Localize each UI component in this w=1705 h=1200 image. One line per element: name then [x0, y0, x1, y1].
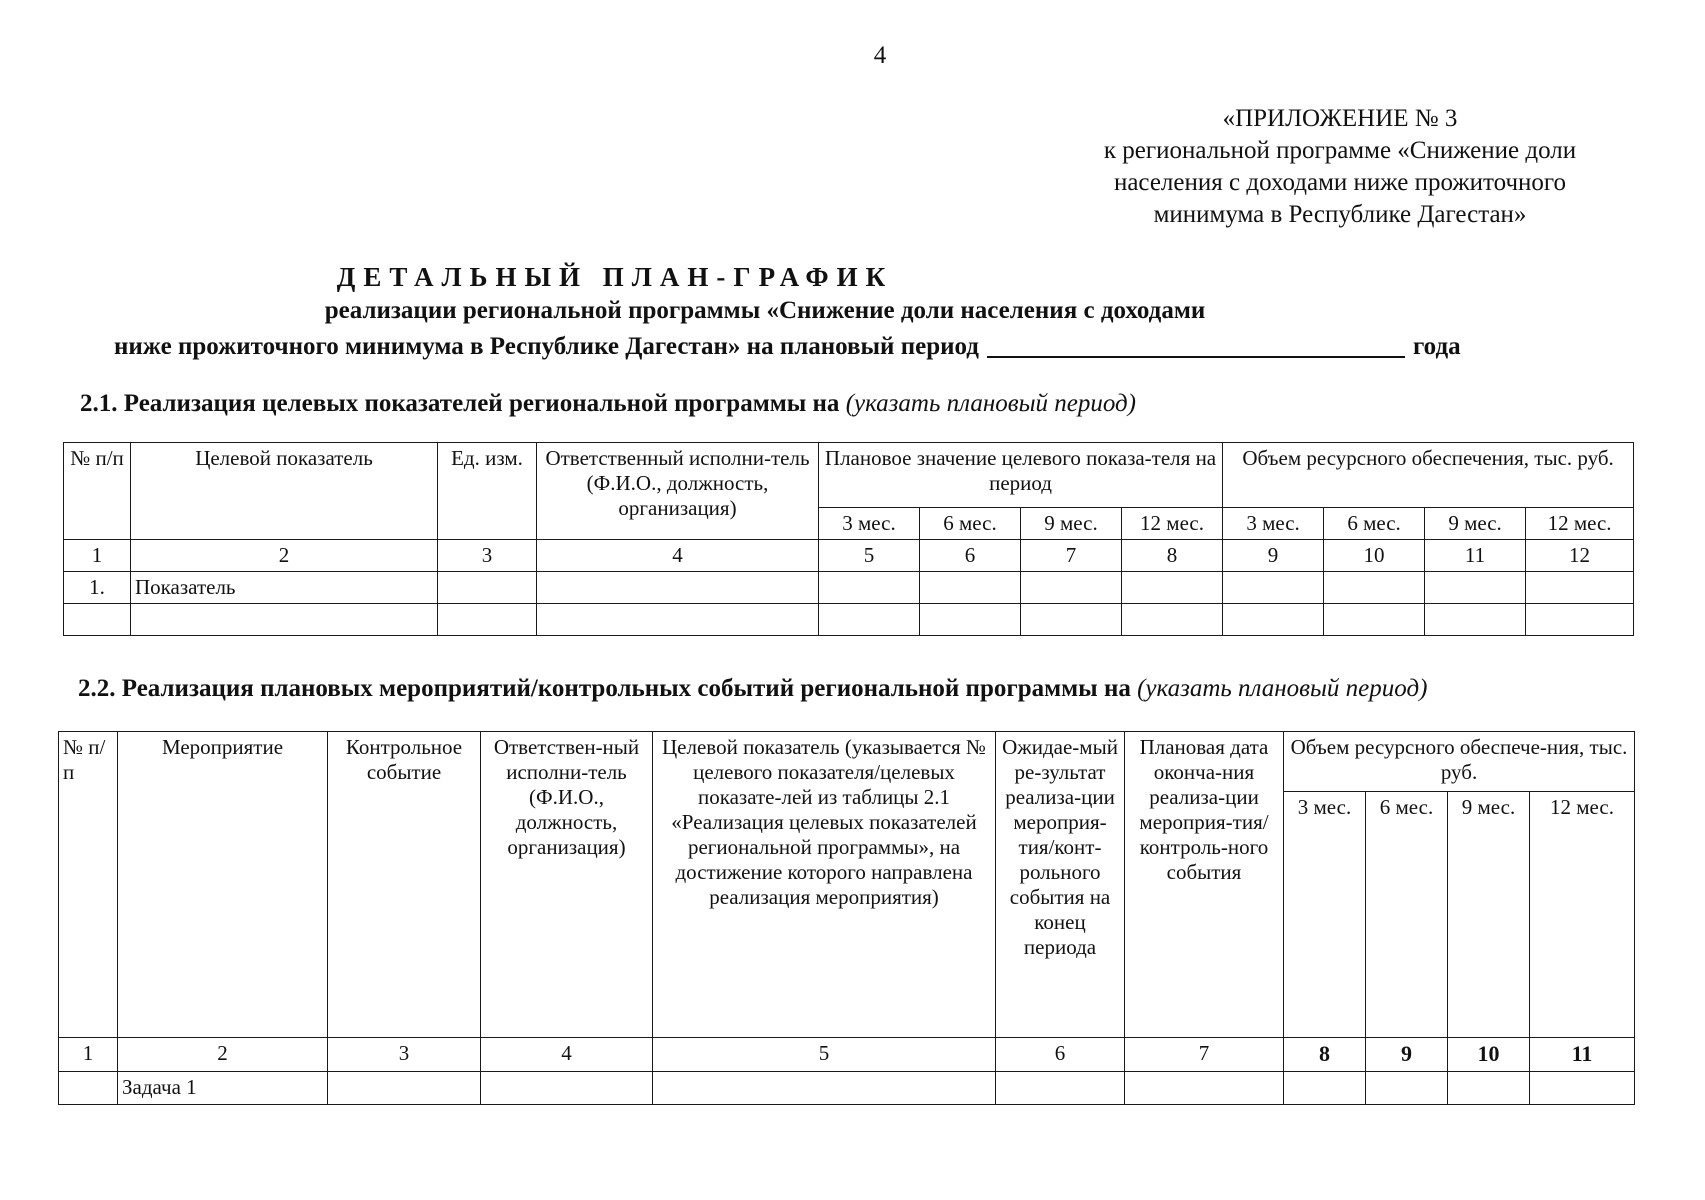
- period-blank-line: [987, 332, 1405, 358]
- header-responsible: Ответственный исполни-тель (Ф.И.О., должность, организация): [537, 443, 819, 540]
- empty-cell: [1448, 1072, 1530, 1105]
- column-number: 3: [328, 1038, 481, 1072]
- plan-subtitle-text: ниже прожиточного минимума в Республике Дагестан» на плановый период: [114, 333, 979, 360]
- period-12m: 12 мес.: [1530, 792, 1635, 1038]
- empty-cell: [920, 604, 1021, 636]
- section-2-hint: (указать плановый период): [1137, 675, 1428, 702]
- empty-cell: [1125, 1072, 1284, 1105]
- empty-cell: [1324, 604, 1425, 636]
- column-number: 11: [1530, 1038, 1635, 1072]
- header-indicator: Целевой показатель (указывается № целевого показателя/целевых показате-лей из таблицы 2.1 «Реализация целевых показателей региональной программы», на достижение которого направлена реализация мероприятия): [653, 732, 996, 1038]
- empty-cell: [481, 1072, 653, 1105]
- indicator-cell: Показатель: [131, 572, 438, 604]
- column-number: 11: [1425, 540, 1526, 572]
- empty-cell: [537, 604, 819, 636]
- empty-cell: [1425, 572, 1526, 604]
- activities-table: [58, 731, 1635, 1105]
- targets-table: [63, 442, 1634, 636]
- empty-cell: [537, 572, 819, 604]
- column-number: 7: [1125, 1038, 1284, 1072]
- header-indicator: Целевой показатель: [131, 443, 438, 540]
- section-2-title-text: 2.2. Реализация плановых мероприятий/контрольных событий региональной программы на: [78, 675, 1131, 702]
- plan-subtitle-line-2: [114, 332, 1461, 361]
- column-number: 10: [1448, 1038, 1530, 1072]
- empty-cell: [819, 572, 920, 604]
- header-unit: Ед. изм.: [438, 443, 537, 540]
- period-3m: 3 мес.: [1284, 792, 1366, 1038]
- column-number: 5: [653, 1038, 996, 1072]
- column-number: 7: [1021, 540, 1122, 572]
- page-number: 4: [873, 42, 887, 69]
- period-3m: 3 мес.: [819, 508, 920, 540]
- empty-cell: [1021, 604, 1122, 636]
- column-number: 1: [59, 1038, 118, 1072]
- row-number: 1.: [64, 572, 131, 604]
- column-number: 3: [438, 540, 537, 572]
- table-row: [64, 572, 1634, 604]
- section-1-hint: (указать плановый период): [845, 390, 1136, 417]
- column-number: 8: [1122, 540, 1223, 572]
- empty-cell: [1284, 1072, 1366, 1105]
- column-number: 10: [1324, 540, 1425, 572]
- column-numbers-row: [64, 540, 1634, 572]
- empty-cell: [653, 1072, 996, 1105]
- empty-cell: [328, 1072, 481, 1105]
- column-numbers-row: [59, 1038, 1635, 1072]
- column-number: 8: [1284, 1038, 1366, 1072]
- empty-cell: [1122, 572, 1223, 604]
- column-number: 2: [131, 540, 438, 572]
- plan-subtitle-line-1: реализации региональной программы «Снижение доли населения с доходами: [324, 297, 1206, 324]
- section-1-title: [80, 390, 1136, 418]
- column-number: 6: [996, 1038, 1125, 1072]
- empty-cell: [438, 604, 537, 636]
- header-expected-result: Ожидае-мый ре-зультат реализа-ции мероприя-тия/конт-рольного события на конец периода: [996, 732, 1125, 1038]
- table-row: [59, 1072, 1635, 1105]
- empty-cell: [1223, 572, 1324, 604]
- column-number: 4: [537, 540, 819, 572]
- empty-cell: [1425, 604, 1526, 636]
- empty-cell: [131, 604, 438, 636]
- column-number: 5: [819, 540, 920, 572]
- period-9m: 9 мес.: [1448, 792, 1530, 1038]
- header-responsible: Ответствен-ный исполни-тель (Ф.И.О., должность, организация): [481, 732, 653, 1038]
- empty-cell: [1526, 572, 1634, 604]
- appendix-line-2: населения с доходами ниже прожиточного: [1113, 169, 1567, 196]
- empty-cell: [438, 572, 537, 604]
- period-9m: 9 мес.: [1425, 508, 1526, 540]
- header-resources: Объем ресурсного обеспече-ния, тыс. руб.: [1284, 732, 1635, 792]
- period-12m: 12 мес.: [1526, 508, 1634, 540]
- empty-cell: [819, 604, 920, 636]
- table-row: [64, 604, 1634, 636]
- period-3m: 3 мес.: [1223, 508, 1324, 540]
- header-num: № п/п: [64, 443, 131, 540]
- empty-cell: [1021, 572, 1122, 604]
- year-suffix: года: [1412, 333, 1461, 360]
- appendix-title: «ПРИЛОЖЕНИЕ № 3: [1222, 105, 1458, 132]
- header-control-event: Контрольное событие: [328, 732, 481, 1038]
- period-9m: 9 мес.: [1021, 508, 1122, 540]
- header-planned-value: Плановое значение целевого показа-теля на период: [819, 443, 1223, 508]
- period-6m: 6 мес.: [920, 508, 1021, 540]
- period-12m: 12 мес.: [1122, 508, 1223, 540]
- empty-cell: [1122, 604, 1223, 636]
- section-2-title: [78, 675, 1427, 703]
- appendix-line-1: к региональной программе «Снижение доли: [1103, 137, 1577, 164]
- header-resources: Объем ресурсного обеспечения, тыс. руб.: [1223, 443, 1634, 508]
- empty-cell: [1530, 1072, 1635, 1105]
- header-num: № п/п: [59, 732, 118, 1038]
- empty-cell: [1324, 572, 1425, 604]
- appendix-header: [1040, 103, 1640, 231]
- column-number: 4: [481, 1038, 653, 1072]
- task-label: Задача 1: [118, 1072, 328, 1105]
- column-number: 12: [1526, 540, 1634, 572]
- column-number: 9: [1223, 540, 1324, 572]
- column-number: 2: [118, 1038, 328, 1072]
- column-number: 6: [920, 540, 1021, 572]
- empty-cell: [64, 604, 131, 636]
- plan-title: ДЕТАЛЬНЫЙ ПЛАН-ГРАФИК: [336, 262, 894, 292]
- empty-cell: [1223, 604, 1324, 636]
- empty-cell: [59, 1072, 118, 1105]
- column-number: 1: [64, 540, 131, 572]
- section-1-title-text: 2.1. Реализация целевых показателей региональной программы на: [80, 390, 840, 417]
- empty-cell: [1526, 604, 1634, 636]
- appendix-line-3: минимума в Республике Дагестан»: [1153, 201, 1527, 228]
- empty-cell: [996, 1072, 1125, 1105]
- empty-cell: [1366, 1072, 1448, 1105]
- period-6m: 6 мес.: [1366, 792, 1448, 1038]
- header-activity: Мероприятие: [118, 732, 328, 1038]
- header-planned-date: Плановая дата оконча-ния реализа-ции мероприя-тия/контроль-ного события: [1125, 732, 1284, 1038]
- period-6m: 6 мес.: [1324, 508, 1425, 540]
- empty-cell: [920, 572, 1021, 604]
- column-number: 9: [1366, 1038, 1448, 1072]
